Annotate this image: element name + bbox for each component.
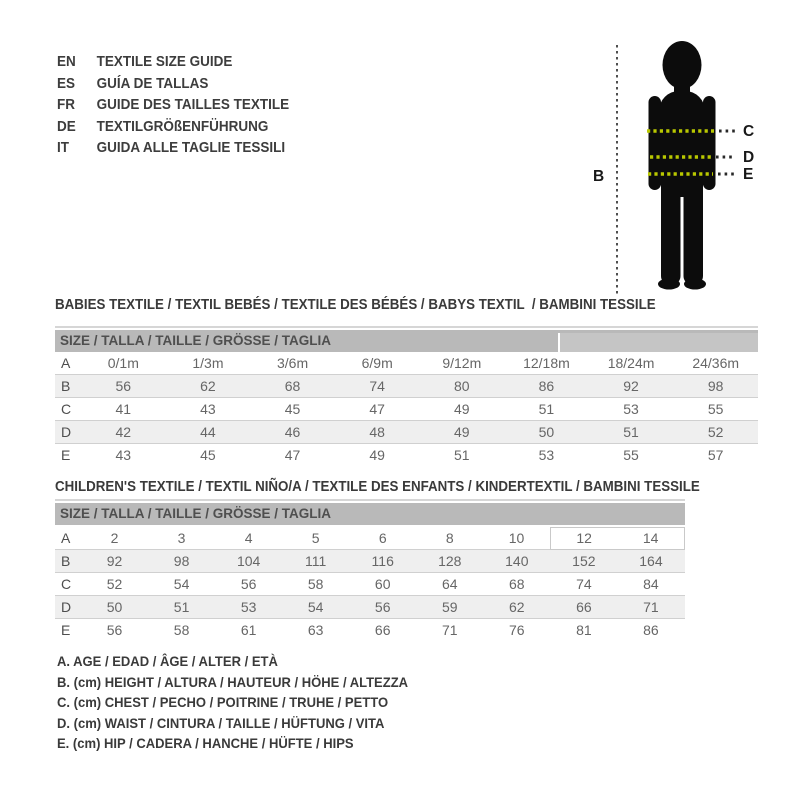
child-measure-figure [585, 35, 770, 305]
size-table-header: SIZE / TALLA / TAILLE / GRÖSSE / TAGLIA [55, 503, 685, 526]
size-cell: 46 [250, 421, 335, 444]
size-cell: 4 [244, 529, 253, 546]
size-cell: 2 [110, 529, 119, 546]
size-cell: 104 [215, 550, 282, 573]
babies-section-title: BABIES TEXTILE / TEXTIL BEBÉS / TEXTILE DES BÉBÉS / BABYS TEXTIL / BAMBINI TESSILE [55, 297, 656, 313]
size-cell: 3 [177, 529, 186, 546]
size-cell: 6 [378, 529, 387, 546]
size-cell: 152 [550, 550, 617, 573]
hip-label: E [743, 166, 754, 183]
size-table-header: SIZE / TALLA / TAILLE / GRÖSSE / TAGLIA [55, 330, 758, 352]
size-cell: 42 [81, 421, 166, 444]
row-letter: D [55, 596, 81, 619]
size-cell: 10 [508, 529, 525, 546]
size-cell: 24/36m [692, 355, 740, 371]
size-cell: 47 [369, 401, 385, 417]
table-row [55, 526, 685, 550]
row-letter: B [55, 550, 81, 573]
child-silhouette [649, 41, 716, 290]
size-cell: 50 [81, 596, 148, 619]
size-cell: 55 [623, 447, 639, 463]
table-row [55, 619, 685, 642]
language-row [57, 73, 289, 95]
size-cell: 51 [538, 401, 555, 417]
table-row [55, 596, 685, 619]
size-cell: 98 [673, 375, 758, 398]
size-cell: 68 [509, 576, 525, 592]
size-cell: 140 [483, 550, 550, 573]
language-code: DE [57, 117, 76, 135]
row-letter: A [61, 355, 71, 371]
size-cell: 56 [106, 622, 123, 638]
size-cell: 43 [200, 401, 216, 417]
legend-row: A. AGE / EDAD / ÂGE / ALTER / ETÀ [57, 653, 278, 669]
size-cell: 128 [416, 550, 483, 573]
size-cell: 43 [115, 447, 132, 463]
size-cell: 116 [349, 550, 416, 573]
size-cell: 81 [576, 622, 592, 638]
babies-header-overlay-artifact [558, 333, 758, 352]
language-title: GUIDE DES TAILLES TEXTILE [96, 96, 290, 114]
row-letter: D [55, 421, 81, 444]
legend-row: C. (cm) CHEST / PECHO / POITRINE / TRUHE / PETTO [57, 694, 389, 711]
size-cell: 45 [200, 447, 216, 463]
language-title: TEXTILGRÖßENFÜHRUNG [96, 117, 269, 135]
babies-table-top-rule [55, 326, 758, 328]
table-row [55, 398, 758, 421]
table-row [55, 375, 758, 398]
language-code: ES [57, 74, 76, 92]
size-cell: 49 [420, 421, 505, 444]
size-cell: 1/3m [192, 355, 224, 371]
size-cell: 71 [441, 622, 458, 638]
size-cell: 47 [284, 447, 301, 463]
row-letter: B [55, 375, 81, 398]
size-cell: 41 [115, 401, 132, 417]
language-title-list [57, 51, 315, 159]
row-letter: E [61, 447, 71, 463]
size-cell: 61 [240, 622, 257, 638]
child-figure-svg [585, 35, 770, 305]
size-cell: 12 [550, 526, 617, 550]
children-table-top-rule [55, 499, 685, 501]
size-cell: 56 [349, 596, 416, 619]
size-cell: 0/1m [107, 355, 139, 371]
row-letter: E [61, 622, 71, 638]
children-size-table [55, 503, 685, 641]
size-cell: 48 [335, 421, 420, 444]
children-section-title: CHILDREN'S TEXTILE / TEXTIL NIÑO/A / TEXTILE DES ENFANTS / KINDERTEXTIL / BAMBINI TESSILE [55, 479, 700, 495]
measure-legend [57, 651, 434, 754]
size-cell: 56 [240, 576, 257, 592]
size-cell: 74 [576, 576, 592, 592]
language-code: IT [57, 139, 70, 157]
size-cell: 58 [307, 576, 324, 592]
size-cell: 62 [166, 375, 251, 398]
size-cell: 74 [335, 375, 420, 398]
size-table-header-row [55, 503, 685, 526]
row-letter: A [61, 529, 71, 546]
table-row [55, 550, 685, 573]
language-title: GUÍA DE TALLAS [96, 74, 209, 92]
size-cell: 8 [445, 529, 454, 546]
size-cell: 76 [509, 622, 525, 638]
size-cell: 92 [81, 550, 148, 573]
table-row [55, 573, 685, 596]
size-cell: 51 [454, 447, 470, 463]
size-cell: 52 [673, 421, 758, 444]
legend-row: E. (cm) HIP / CADERA / HANCHE / HÜFTE / HIPS [57, 735, 354, 752]
size-cell: 84 [643, 576, 659, 592]
size-cell: 111 [282, 550, 349, 573]
size-cell: 44 [166, 421, 251, 444]
size-cell: 50 [504, 421, 589, 444]
table-row [55, 352, 758, 375]
size-cell: 164 [617, 550, 684, 573]
size-cell: 55 [707, 401, 724, 417]
size-cell: 5 [311, 529, 320, 546]
language-code: FR [57, 96, 75, 114]
chest-label: C [743, 123, 755, 140]
row-letter: C [61, 576, 72, 592]
height-label: B [593, 168, 605, 185]
language-title: TEXTILE SIZE GUIDE [96, 53, 233, 70]
size-cell: 6/9m [361, 355, 393, 371]
size-cell: 62 [483, 596, 550, 619]
size-cell: 9/12m [442, 355, 482, 371]
legend-row: B. (cm) HEIGHT / ALTURA / HAUTEUR / HÖHE / ALTEZZA [57, 673, 409, 690]
language-row [57, 51, 289, 73]
size-cell: 18/24m [607, 355, 655, 371]
size-cell: 71 [617, 596, 684, 619]
size-cell: 54 [282, 596, 349, 619]
language-row [57, 94, 289, 116]
size-cell: 57 [707, 447, 724, 463]
language-title: GUIDA ALLE TAGLIE TESSILI [96, 139, 286, 157]
size-cell: 86 [643, 622, 659, 638]
size-cell: 49 [454, 401, 470, 417]
size-cell: 53 [215, 596, 282, 619]
language-row [57, 116, 289, 138]
size-cell: 14 [617, 526, 684, 550]
size-cell: 66 [550, 596, 617, 619]
language-row [57, 137, 289, 159]
size-cell: 3/6m [277, 355, 309, 371]
size-cell: 52 [106, 576, 123, 592]
size-cell: 45 [284, 401, 301, 417]
size-cell: 92 [589, 375, 674, 398]
size-cell: 53 [538, 447, 555, 463]
size-cell: 54 [173, 576, 190, 592]
size-cell: 53 [623, 401, 639, 417]
table-row [55, 421, 758, 444]
language-code: EN [57, 53, 76, 70]
size-cell: 80 [420, 375, 505, 398]
size-cell: 66 [374, 622, 391, 638]
size-cell: 68 [250, 375, 335, 398]
size-cell: 49 [369, 447, 385, 463]
size-cell: 60 [374, 576, 391, 592]
size-cell: 51 [589, 421, 674, 444]
size-cell: 98 [148, 550, 215, 573]
size-cell: 59 [416, 596, 483, 619]
size-cell: 56 [81, 375, 166, 398]
size-cell: 64 [441, 576, 458, 592]
legend-row: D. (cm) WAIST / CINTURA / TAILLE / HÜFTUNG / VITA [57, 714, 385, 731]
size-cell: 12/18m [523, 355, 570, 371]
size-cell: 86 [504, 375, 589, 398]
table-row [55, 444, 758, 467]
waist-label: D [743, 149, 755, 166]
row-letter: C [61, 401, 72, 417]
size-cell: 51 [148, 596, 215, 619]
size-cell: 58 [173, 622, 190, 638]
size-cell: 63 [307, 622, 324, 638]
